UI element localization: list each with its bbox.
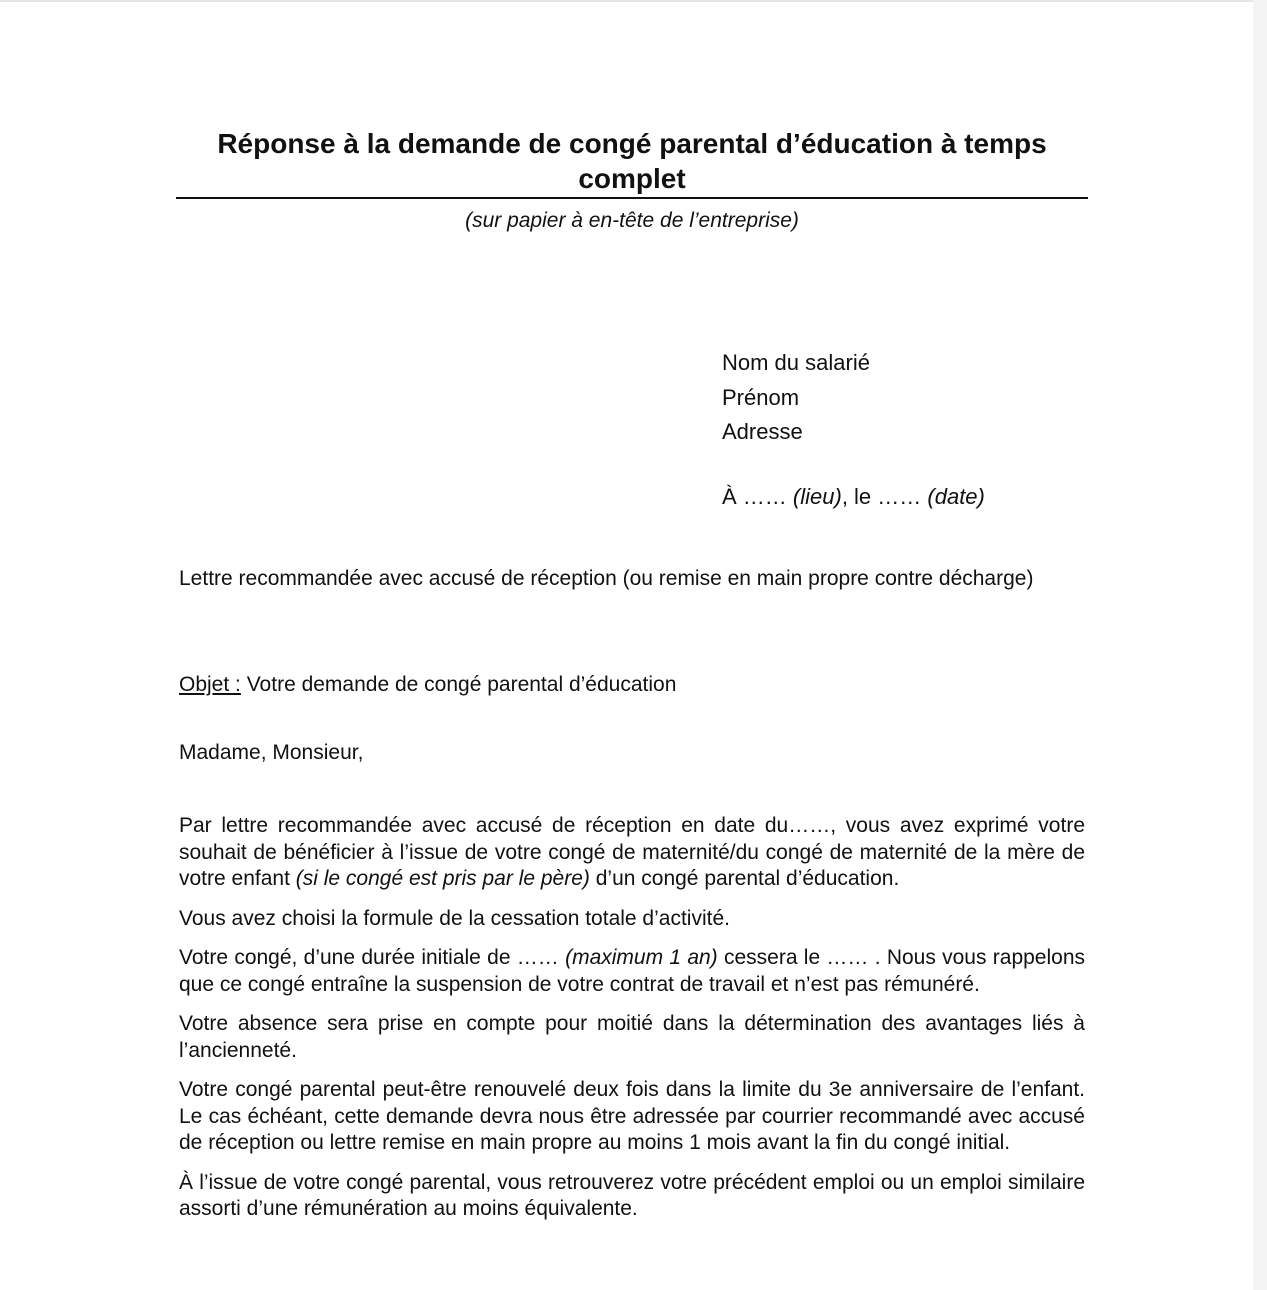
paragraph-1 [179, 813, 1085, 893]
dateline-date: (date) [927, 484, 985, 509]
viewer-background [1253, 0, 1267, 1290]
document-subtitle: (sur papier à en-tête de l’entreprise) [465, 209, 799, 232]
paragraph-3-a: Votre congé, d’une durée initiale de …… [179, 946, 566, 969]
paragraph-3-italic: (maximum 1 an) [565, 946, 718, 969]
delivery-mode: Lettre recommandée avec accusé de réception (ou remise en main propre contre décharge) [179, 567, 1034, 590]
recipient-first-name: Prénom [722, 384, 800, 410]
paragraph-1-italic: (si le congé est pris par le père) [295, 867, 590, 890]
recipient-block [722, 346, 870, 450]
dateline-a: À …… [722, 484, 793, 509]
paragraph-2: Vous avez choisi la formule de la cessation totale d’activité. [179, 906, 730, 930]
object-text: Votre demande de congé parental d’éducation [240, 673, 677, 696]
dateline-le: , le …… [841, 484, 928, 509]
paragraph-1-b: d’un congé parental d’éducation. [589, 867, 900, 890]
object-line [179, 672, 1085, 699]
recipient-address: Adresse [722, 419, 803, 444]
paragraph-4: Votre absence sera prise en compte pour moitié dans la détermination des avantages liés à l’ancienneté. [179, 1012, 1085, 1062]
document-title: Réponse à la demande de congé parental d’éducation à temps complet [176, 126, 1088, 199]
recipient-name: Nom du salarié [722, 350, 870, 375]
dateline-lieu: (lieu) [792, 484, 842, 509]
place-date-line [722, 483, 985, 511]
salutation: Madame, Monsieur, [179, 741, 364, 764]
object-label: Objet : [179, 673, 241, 696]
paragraph-5: Votre congé parental peut-être renouvelé deux fois dans la limite du 3e anniversaire de l’enfant. Le cas échéant, cette demande devra nous être adressée par courrier recommandé avec accusé de réception ou lettre remise en main propre au moins 1 mois avant la fin du congé initial. [179, 1078, 1085, 1154]
paragraph-3 [179, 945, 1085, 998]
paragraph-3-b: cessera le …… . Nous vous rappelons que ce congé entraîne la suspension de votre contrat de travail et n’est pas rémunéré. [179, 946, 1086, 996]
paragraph-6: À l’issue de votre congé parental, vous retrouverez votre précédent emploi ou un emploi similaire assorti d’une rémunération au moins équivalente. [179, 1170, 1085, 1220]
paragraph-1-a: Par lettre recommandée avec accusé de réception en date du……, vous avez exprimé votre souhait de bénéficier à l’issue de votre congé de maternité/du congé de maternité de la mère de votre enfant [179, 814, 1085, 890]
letter-body [179, 813, 1085, 1236]
